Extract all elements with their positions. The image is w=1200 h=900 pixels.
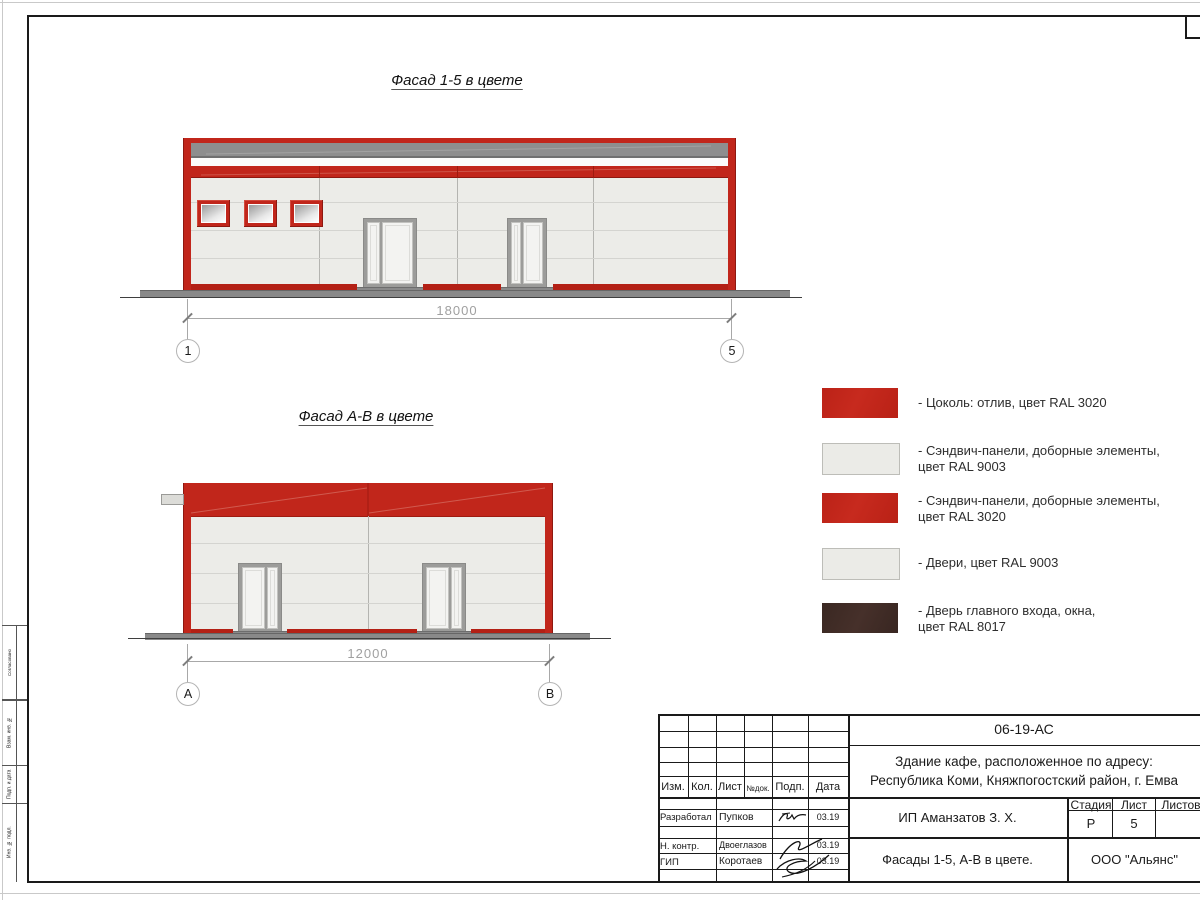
- facade2-gutter-outlet: [161, 494, 184, 505]
- row-name: Двоеглазов: [719, 840, 767, 850]
- col-izm: Изм.: [661, 781, 685, 793]
- facade1-red-band: [191, 166, 728, 178]
- titleblock-line: [658, 809, 848, 810]
- legend-swatch-panels-red: [822, 493, 898, 523]
- side-stamp-cell-vzam: Взам. инв. №: [6, 716, 13, 749]
- facade1-column-left: [183, 138, 191, 290]
- frame-left: [27, 15, 29, 883]
- paper-edge-bottom: [0, 893, 1200, 894]
- sheets-label: Листов: [1161, 798, 1200, 812]
- titleblock-line: [658, 762, 848, 763]
- company-name: ООО "Альянс": [1091, 852, 1178, 867]
- axis-marker-a: А: [176, 682, 200, 706]
- facade1-panel-line: [191, 230, 728, 231]
- frame-corner-cell-line-v: [1185, 15, 1187, 39]
- door: [422, 563, 466, 633]
- door-leaf: [267, 567, 278, 629]
- col-ndoc: №док.: [746, 784, 770, 793]
- stage-value: Р: [1086, 816, 1096, 831]
- legend-label-line: - Сэндвич-панели, доборные элементы,: [918, 443, 1160, 458]
- row-role: ГИП: [660, 857, 679, 868]
- window-glass: [248, 204, 273, 223]
- row-role: Н. контр.: [660, 841, 700, 852]
- dimension-line: [187, 661, 550, 662]
- dimension-label: 12000: [347, 646, 389, 661]
- frame-bottom: [27, 881, 1200, 883]
- axis-marker-b: В: [538, 682, 562, 706]
- titleblock-border: [658, 714, 1200, 716]
- legend-label-line: - Дверь главного входа, окна,: [918, 603, 1096, 618]
- window-glass: [294, 204, 319, 223]
- row-date: 03.19: [816, 856, 840, 866]
- facade2-panel-line: [191, 543, 545, 544]
- facade1-column-right: [728, 138, 736, 290]
- dimension-line: [187, 318, 732, 319]
- legend-label: [918, 603, 1196, 635]
- facade-a-b-title: Фасад А-В в цвете: [298, 408, 434, 425]
- facade1-panel-line: [191, 258, 728, 259]
- facade2-column-right: [545, 483, 553, 635]
- titleblock-line: [658, 731, 848, 732]
- row-date: 03.19: [816, 812, 840, 822]
- facade2-ground-line: [128, 638, 611, 639]
- signature-icon: [772, 833, 836, 880]
- client-name: ИП Аманзатов З. Х.: [898, 810, 1017, 825]
- window: [244, 200, 277, 227]
- side-stamp-cell-approved: Согласовано: [7, 648, 12, 676]
- door-leaf: [242, 567, 265, 629]
- side-stamp-line: [2, 699, 27, 701]
- door-leaf: [451, 567, 462, 629]
- door-leaf: [426, 567, 449, 629]
- facade-1-5-title: Фасад 1-5 в цвете: [391, 72, 523, 89]
- project-line2: Республика Коми, Княжпогостский район, г. Емва: [869, 773, 1179, 788]
- facade1-ground-line: [120, 297, 802, 298]
- stage-label: Стадия: [1070, 798, 1112, 812]
- legend-label-line: цвет RAL 9003: [918, 459, 1006, 474]
- facade1-joint: [457, 166, 458, 178]
- side-stamp-divider: [16, 625, 17, 882]
- side-stamp-line: [2, 625, 27, 626]
- side-stamp-cell-podp: Подп. и дата: [6, 769, 13, 799]
- sheet-title: Фасады 1-5, А-В в цвете.: [882, 852, 1033, 867]
- door: [363, 218, 417, 288]
- axis-marker-5: 5: [720, 339, 744, 363]
- facade1-white-strip: [191, 158, 728, 166]
- door-leaf: [367, 222, 380, 284]
- signature-icon: [776, 810, 808, 825]
- legend-label-line: цвет RAL 8017: [918, 619, 1006, 634]
- legend-swatch-entrance: [822, 603, 898, 633]
- facade2-column-left: [183, 483, 191, 635]
- facade1-joint: [319, 166, 320, 178]
- facade1-joint: [457, 178, 458, 288]
- side-stamp-line: [2, 803, 27, 804]
- legend-label-line: цвет RAL 3020: [918, 509, 1006, 524]
- window: [290, 200, 323, 227]
- facade1-joint: [319, 178, 320, 288]
- sheet-value: 5: [1130, 816, 1138, 831]
- legend-label-line: - Сэндвич-панели, доборные элементы,: [918, 493, 1160, 508]
- project-line1: Здание кафе, расположенное по адресу:: [895, 754, 1153, 769]
- legend-label: [918, 493, 1196, 525]
- facade1-joint: [593, 178, 594, 288]
- titleblock-line: [848, 837, 1200, 839]
- window-glass: [201, 204, 226, 223]
- titleblock-line: [716, 714, 717, 883]
- row-name: Пупков: [719, 811, 754, 823]
- col-podp: Подп.: [775, 781, 805, 793]
- legend-swatch-doors: [822, 548, 900, 580]
- facade2-roof-band: [183, 483, 553, 516]
- doc-code: 06-19-АС: [994, 721, 1054, 737]
- legend-swatch-panels-white: [822, 443, 900, 475]
- door-leaf: [523, 222, 543, 284]
- facade1-joint: [593, 166, 594, 178]
- paper-edge-top: [0, 2, 1200, 3]
- row-date: 03.19: [816, 840, 840, 850]
- row-name: Коротаев: [719, 856, 763, 867]
- legend-label: [918, 388, 1196, 418]
- titleblock-line: [658, 747, 848, 748]
- extension-line: [187, 644, 188, 682]
- frame-corner-cell-line-h: [1185, 37, 1200, 39]
- col-list: Лист: [718, 781, 742, 793]
- col-kol: Кол.: [691, 781, 713, 793]
- sheet-label: Лист: [1120, 798, 1148, 812]
- legend-label: [918, 548, 1196, 578]
- axis-marker-1: 1: [176, 339, 200, 363]
- project-description: [848, 752, 1200, 790]
- window: [197, 200, 230, 227]
- titleblock-line: [658, 797, 848, 799]
- row-role: Разработал: [660, 812, 712, 823]
- door-leaf: [382, 222, 413, 284]
- facade1-roof-band: [191, 143, 728, 158]
- facade1-wall: [191, 178, 728, 288]
- titleblock-line: [658, 776, 848, 777]
- legend-label-line: - Цоколь: отлив, цвет RAL 3020: [918, 395, 1107, 410]
- door: [507, 218, 547, 288]
- col-data: Дата: [815, 781, 841, 793]
- legend-label-line: - Двери, цвет RAL 9003: [918, 555, 1059, 570]
- extension-line: [549, 644, 550, 682]
- titleblock-line: [658, 826, 848, 827]
- door-leaf: [511, 222, 521, 284]
- facade2-joint: [368, 516, 369, 633]
- legend-label: [918, 443, 1196, 475]
- door: [238, 563, 282, 633]
- frame-top: [27, 15, 1200, 17]
- side-stamp-cell-inv: Инв. № подл.: [6, 826, 13, 858]
- legend-swatch-plinth: [822, 388, 898, 418]
- titleblock-line: [848, 745, 1200, 746]
- dimension-label: 18000: [436, 303, 478, 318]
